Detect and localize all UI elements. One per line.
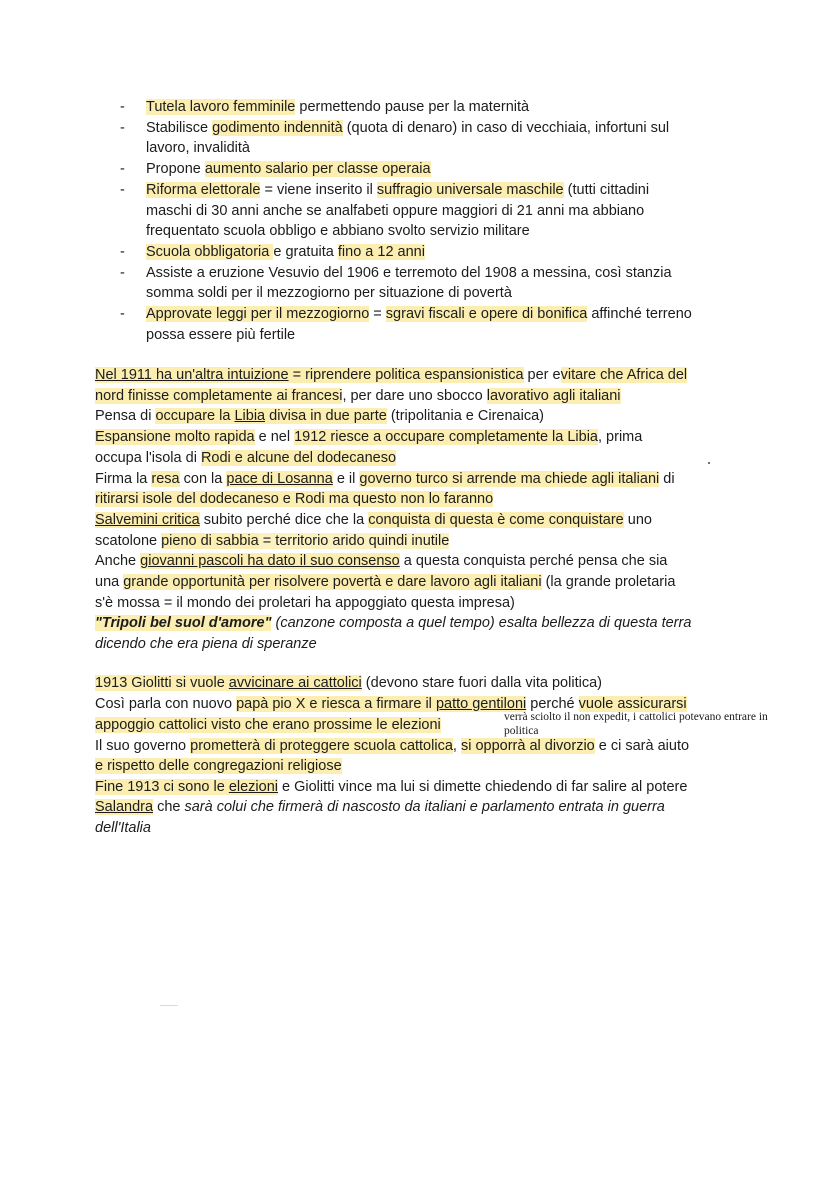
bullet-dash: - (120, 243, 125, 260)
text-segment: resa (151, 470, 180, 487)
bullet-line (146, 97, 529, 117)
paragraph-line (95, 427, 642, 447)
text-segment: e ci sarà aiuto (594, 738, 690, 754)
paragraph-line (95, 818, 151, 838)
bullet-line (146, 263, 672, 283)
bullet-line (146, 180, 649, 200)
bullet-line (146, 221, 530, 241)
text-segment: e Giolitti vince ma lui si dimette chiede (277, 779, 528, 795)
faint-mark (160, 1005, 178, 1006)
text-segment: Rodi e alcune del dodecaneso (200, 449, 397, 466)
text-segment: (la grande proletaria (541, 574, 676, 590)
bullet-line (146, 138, 250, 158)
bullet-line (146, 159, 431, 179)
bullet-dash: - (120, 181, 125, 198)
text-segment: Salvemini critica (95, 511, 200, 528)
text-segment: Il suo governo (95, 738, 191, 754)
text-segment: che (153, 799, 185, 815)
paragraph-line (95, 715, 441, 735)
paragraph-line (95, 572, 675, 592)
text-segment: prometterà di proteggere scuola cattolica (190, 738, 453, 754)
bullet-line (146, 201, 644, 221)
text-segment: giovanni pascoli ha dato il suo consenso (140, 553, 400, 570)
text-segment: sgravi fiscali e opere di bonifica (385, 306, 588, 322)
text-segment: uno (623, 511, 652, 528)
text-segment: lavoro, invalidità (146, 140, 250, 157)
handwritten-note-line-1: verrà sciolto il non expedit, i cattolici potevano entrare in (504, 711, 768, 723)
text-segment: a questa conquista perché pensa che sia (399, 553, 668, 570)
paragraph-line (95, 551, 667, 571)
text-segment: ndo di far salire al potere (527, 779, 688, 795)
text-segment: Anche (95, 553, 141, 570)
text-segment: e gratuita (273, 243, 338, 260)
paragraph-line (95, 365, 687, 385)
paragraph-line (95, 386, 621, 406)
paragraph-line (95, 613, 691, 633)
text-segment: somma soldi per il mezzogiorno per situazione di povertà (146, 285, 512, 302)
text-segment: Pensa di (95, 408, 156, 425)
text-segment: sarà colui che firmerà di nascosto da italiani e parlamento entrata in guerra (184, 799, 665, 815)
bullet-line (146, 242, 425, 262)
text-segment: 1913 Giolitti si vuole (95, 675, 229, 691)
bullet-dash: - (120, 99, 125, 115)
text-segment: frequentato scuola obbligo e abbiano svolto servizio militare (146, 223, 530, 240)
text-segment: (quota di denaro) in caso di vecchiaia, infortuni sul (342, 119, 670, 136)
text-segment: vuole assicurarsi (578, 696, 687, 712)
text-segment: affinché terreno (587, 306, 692, 322)
text-segment: Riforma elettorale (146, 181, 261, 198)
text-segment: Assiste a eruzione Vesuvio del 1906 e terremoto del 1908 a messina, così stanzia (146, 264, 672, 281)
bullet-dash: - (120, 161, 125, 178)
text-segment: Stabilisce (146, 119, 213, 136)
text-segment: Libia (234, 408, 266, 425)
bullet-dash: - (120, 119, 125, 136)
paragraph-line (95, 777, 687, 797)
text-segment: perché (526, 696, 579, 712)
text-segment: Approvate leggi per il mezzogiorno (146, 306, 370, 322)
text-segment: governo turco si arrende ma chiede agli italiani (359, 470, 660, 487)
text-segment: (canzone composta a quel tempo) esalta bellezza di questa terra (271, 615, 692, 632)
text-segment: "Tripoli bel suol d'amore" (95, 615, 272, 632)
text-segment: maschi di 30 anni anche se analfabeti oppure maggiori di 21 anni ma abbiano (146, 202, 645, 219)
text-segment: con la (179, 470, 227, 487)
text-segment: dell'Italia (95, 820, 151, 836)
text-segment: scatolone (95, 532, 162, 549)
text-segment: divisa in due parte (265, 408, 387, 425)
text-segment: 1912 riesce a occupare completamente la Libia (294, 429, 598, 446)
text-segment: Nel 1911 ha un'altra intuizione (95, 367, 289, 383)
text-segment: occupare la (155, 408, 235, 425)
text-segment: Così parla con nuovo (95, 696, 237, 712)
text-segment: e rispetto delle congregazioni religiose (95, 758, 342, 774)
text-segment: (tutti cittadini (563, 181, 650, 198)
paragraph-line (95, 510, 652, 530)
bullet-line (146, 118, 669, 138)
text-segment: si opporrà al divorzio (460, 738, 595, 754)
text-segment: avvicinare ai cattolici (228, 675, 362, 691)
text-segment: Fine 1913 ci sono le (95, 779, 229, 795)
text-segment: permettendo pause per la maternità (295, 99, 530, 115)
text-segment: grande opportunità per risolvere povertà e dare lavoro agli italiani (123, 574, 542, 590)
text-segment: Espansione molto rapida (95, 429, 255, 446)
text-segment: lavorativo agli italiani (486, 387, 621, 404)
text-segment: s'è mossa = il mondo dei proletari ha appoggiato questa impresa) (95, 594, 515, 611)
text-segment: e il (332, 470, 360, 487)
bullet-line (146, 283, 512, 303)
text-segment: pace di Losanna (226, 470, 333, 487)
text-segment: di (659, 470, 675, 487)
text-segment: godimento indennità (212, 119, 343, 136)
text-segment: , per dare uno sbocco (342, 387, 487, 404)
paragraph-line (95, 593, 515, 613)
text-segment: fino a 12 anni (337, 243, 425, 260)
paragraph-line (95, 673, 602, 693)
paragraph-line (95, 634, 317, 654)
text-segment: Tutela lavoro femminile (146, 99, 296, 115)
text-segment: (tripolitania e Cirenaica) (386, 408, 544, 425)
bullet-dash: - (120, 306, 125, 322)
paragraph-line (95, 489, 493, 509)
text-segment: appoggio cattolici visto che erano prossime le elezioni (95, 717, 441, 733)
paragraph-line (95, 736, 689, 756)
text-segment: Propone (146, 161, 205, 178)
text-segment: aumento salario per classe operaia (204, 161, 431, 178)
paragraph-line (95, 531, 449, 551)
bullet-line (146, 304, 692, 324)
text-segment: suffragio universale maschile (376, 181, 564, 198)
text-segment: = viene inserito il (260, 181, 377, 198)
text-segment: subito perché dice che la (199, 511, 369, 528)
paragraph-line (95, 469, 675, 489)
text-segment: ritirarsi isole del dodecaneso e Rodi ma questo non lo faranno (95, 491, 494, 508)
text-segment: vitare che Africa del (560, 367, 688, 383)
text-segment: dicendo che era piena di speranze (95, 636, 317, 653)
text-segment: e nel (254, 429, 295, 446)
text-segment: nord finisse completamente ai francesi (95, 387, 343, 404)
text-segment: patto gentiloni (435, 696, 527, 712)
text-segment: conquista di questa è come conquistare (368, 511, 624, 528)
text-segment: = (369, 306, 386, 322)
text-segment: pieno di sabbia (161, 532, 259, 549)
text-segment: , prima (598, 429, 643, 446)
text-segment: possa essere più fertile (146, 326, 296, 343)
text-segment: = riprendere politica espansionistica (288, 367, 524, 383)
text-segment: = territorio arido quindi inutile (258, 532, 450, 549)
stray-dot (708, 462, 710, 464)
text-segment: una (95, 574, 124, 590)
bullet-dash: - (120, 264, 125, 281)
handwritten-note-line-2: politica (504, 725, 539, 737)
paragraph-line (95, 406, 544, 426)
bullet-line (146, 325, 295, 345)
paragraph-line (95, 448, 396, 468)
text-segment: , (452, 738, 461, 754)
text-segment: per e (523, 367, 561, 383)
text-segment: elezioni (228, 779, 278, 795)
text-segment: (devono stare fuori dalla vita politica) (361, 675, 602, 691)
paragraph-line (95, 797, 665, 817)
text-segment: Firma la (95, 470, 152, 487)
text-segment: papà pio X e riesca a firmare il (236, 696, 436, 712)
text-segment: Scuola obbligatoria (146, 243, 274, 260)
text-segment: Salandra (95, 799, 154, 815)
text-segment: occupa l'isola di (95, 449, 201, 466)
paragraph-line (95, 756, 342, 776)
